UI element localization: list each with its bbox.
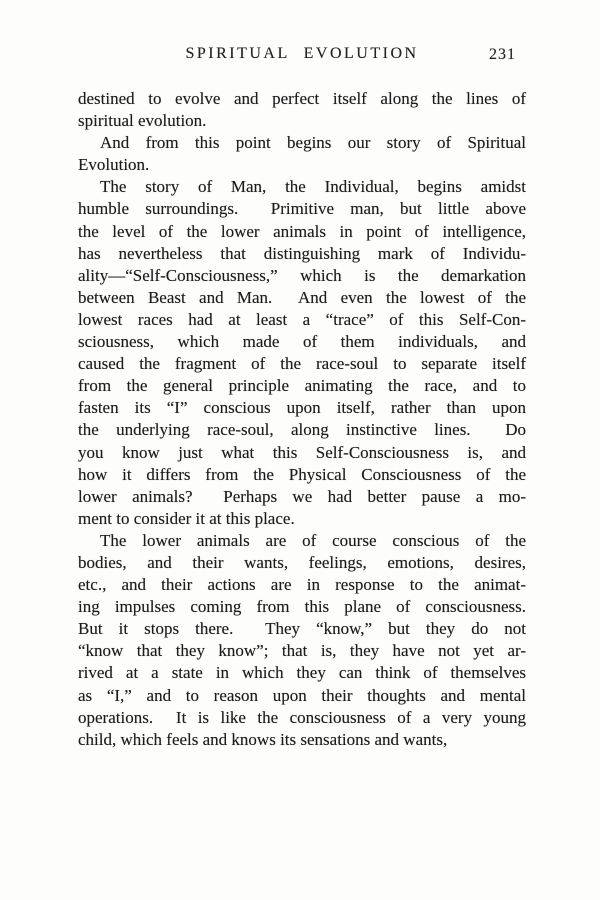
paragraph bbox=[78, 176, 526, 530]
text-line: operations. It is like the consciousness of a very young bbox=[78, 707, 526, 727]
paragraph bbox=[78, 530, 526, 751]
text-line: The story of Man, the Individual, begins amidst bbox=[100, 177, 526, 197]
page-body bbox=[78, 88, 526, 751]
text-line: ality—“Self-Consciousness,” which is the demarkation bbox=[78, 265, 526, 285]
text-line: destined to evolve and perfect itself along the lines of bbox=[78, 89, 526, 108]
text-line: lowest races had at least a “trace” of this Self-Con- bbox=[78, 309, 526, 329]
text-line: But it stops there. They “know,” but they do not bbox=[78, 619, 526, 639]
text-line: fasten its “I” conscious upon itself, rather than upon bbox=[78, 398, 526, 418]
text-line: has nevertheless that distinguishing mark of Individu- bbox=[78, 243, 526, 263]
text-line: etc., and their actions are in response to the animat- bbox=[78, 575, 526, 595]
text-line: “know that they know”; that is, they have not yet ar- bbox=[78, 641, 526, 661]
page-number: 231 bbox=[489, 46, 516, 63]
text-line: caused the fragment of the race-soul to separate itself bbox=[78, 354, 526, 374]
text-line: sciousness, which made of them individuals, and bbox=[78, 332, 526, 352]
text-line: The lower animals are of course conscious of the bbox=[100, 530, 526, 550]
text-line: And from this point begins our story of Spiritual bbox=[100, 133, 526, 153]
text-line: lower animals? Perhaps we had better pause a mo- bbox=[78, 486, 526, 506]
paragraph bbox=[78, 132, 526, 176]
text-line: from the general principle animating the race, and to bbox=[78, 376, 526, 396]
page-title: SPIRITUAL EVOLUTION bbox=[185, 45, 419, 62]
text-line: as “I,” and to reason upon their thoughts and mental bbox=[78, 685, 526, 705]
text-line: rived at a state in which they can think of themselves bbox=[78, 663, 526, 683]
paragraph bbox=[78, 88, 526, 132]
text-line: humble surroundings. Primitive man, but little above bbox=[78, 199, 526, 219]
text-line: between Beast and Man. And even the lowest of the bbox=[78, 287, 526, 307]
text-line: spiritual evolution. bbox=[78, 111, 207, 131]
text-line: child, which feels and knows its sensations and wants, bbox=[78, 729, 448, 749]
running-header bbox=[78, 45, 526, 65]
text-line: the level of the lower animals in point of intelligence, bbox=[78, 221, 526, 241]
text-line: Evolution. bbox=[78, 155, 150, 175]
text-line: bodies, and their wants, feelings, emotions, desires, bbox=[78, 552, 526, 572]
text-line: you know just what this Self-Consciousness is, and bbox=[78, 442, 526, 462]
text-line: how it differs from the Physical Consciousness of the bbox=[78, 464, 526, 484]
text-line: the underlying race-soul, along instinctive lines. Do bbox=[78, 420, 526, 440]
text-line: ment to consider it at this place. bbox=[78, 508, 295, 528]
text-line: ing impulses coming from this plane of consciousness. bbox=[78, 597, 526, 617]
